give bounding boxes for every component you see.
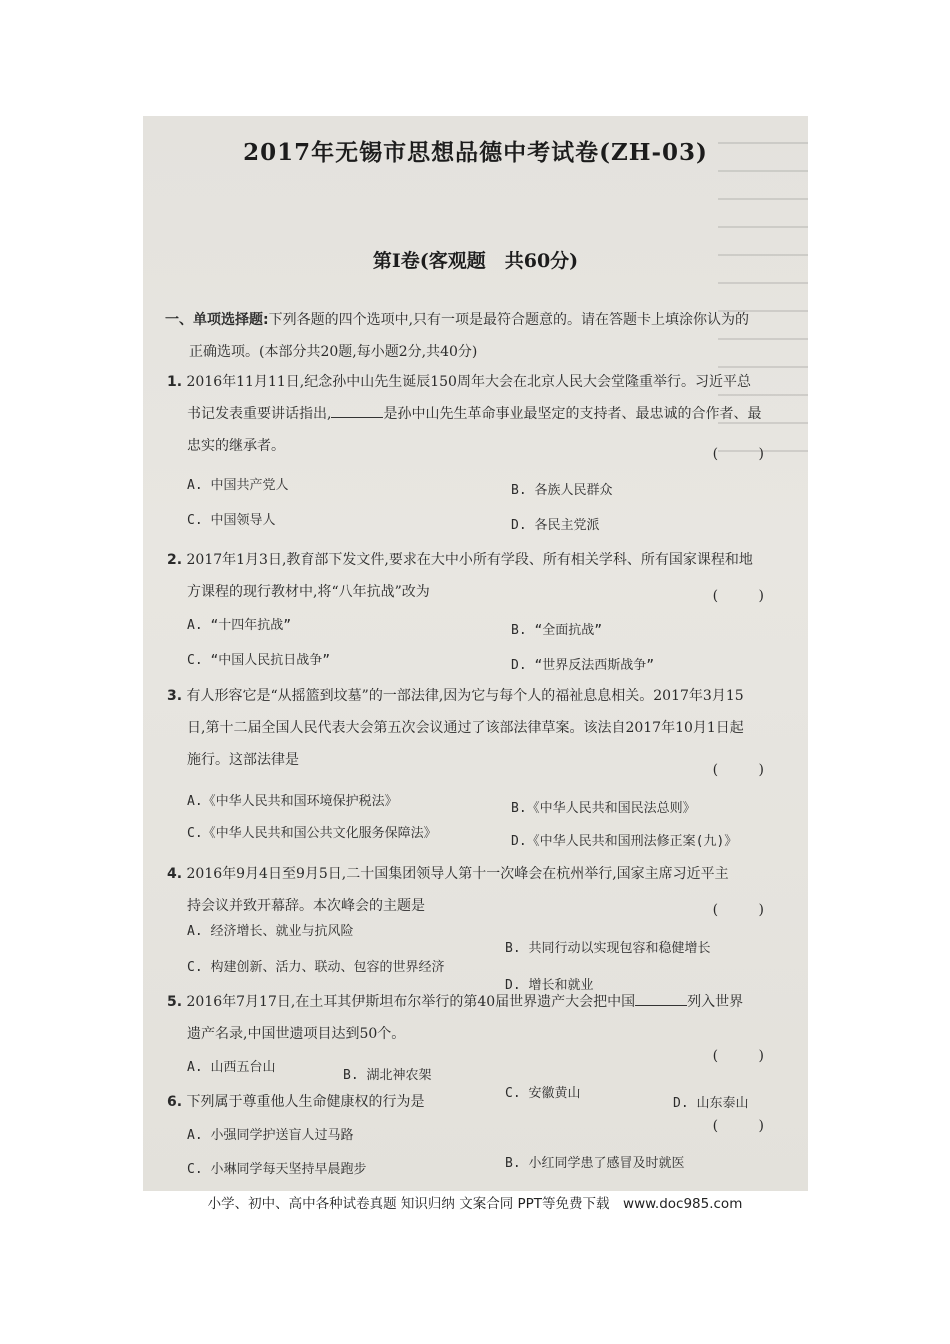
question-6 [167, 1086, 792, 1118]
exam-title: 2017年无锡市思想品德中考试卷(ZH-03) [243, 139, 708, 166]
answer-paren: ( ) [712, 1118, 782, 1134]
option-a: A. “十四年抗战” [187, 618, 292, 633]
question-number: 2. [167, 552, 183, 568]
question-number: 6. [167, 1094, 183, 1110]
option-b: B. 小红同学患了感冒及时就医 [505, 1156, 685, 1171]
section-heading: 一、单项选择题: [165, 312, 269, 328]
section-instructions [165, 304, 794, 368]
section-text: 下列各题的四个选项中,只有一项是最符合题意的。请在答题卡上填涂你认为的 [268, 312, 750, 328]
question-number: 4. [167, 866, 183, 882]
option-a: A. 中国共产党人 [187, 478, 289, 493]
section-text-2: 正确选项。(本部分共20题,每小题2分,共40分) [189, 344, 478, 360]
question-text: 持会议并致开幕辞。本次峰会的主题是 [187, 898, 425, 914]
option-d: D.《中华人民共和国刑法修正案(九)》 [511, 834, 738, 849]
question-text: 方课程的现行教材中,将“八年抗战”改为 [187, 584, 430, 600]
answer-paren: ( ) [712, 762, 782, 778]
option-a: A. 小强同学护送盲人过马路 [187, 1128, 354, 1143]
question-text: 是孙中山先生革命事业最坚定的支持者、最忠诚的合作者、最 [383, 406, 762, 422]
option-d: D. 增长和就业 [505, 978, 594, 993]
option-b: B.《中华人民共和国民法总则》 [511, 801, 696, 816]
option-c: C. 构建创新、活力、联动、包容的世界经济 [187, 960, 445, 975]
option-d: D. 各民主党派 [511, 518, 600, 533]
option-c: C. 安徽黄山 [505, 1086, 581, 1101]
option-d: D. “世界反法西斯战争” [511, 658, 655, 673]
question-4 [167, 858, 792, 922]
question-text: 列入世界 [687, 994, 744, 1010]
question-text: 遗产名录,中国世遗项目达到50个。 [187, 1026, 406, 1042]
answer-blank [331, 403, 383, 418]
part-subtitle: 第Ⅰ卷(客观题 共60分) [372, 250, 579, 272]
option-c: C. “中国人民抗日战争” [187, 653, 331, 668]
answer-paren: ( ) [712, 1048, 782, 1064]
question-2 [167, 544, 792, 608]
question-text: 2016年7月17日,在土耳其伊斯坦布尔举行的第40届世界遗产大会把中国 [186, 994, 636, 1010]
question-1 [167, 366, 792, 462]
question-3 [167, 680, 792, 776]
option-a: A. 山西五台山 [187, 1060, 276, 1075]
question-text: 施行。这部法律是 [187, 752, 299, 768]
option-b: B. 共同行动以实现包容和稳健增长 [505, 941, 711, 956]
option-b: B. “全面抗战” [511, 623, 603, 638]
answer-blank [635, 991, 687, 1006]
question-text: 书记发表重要讲话指出, [187, 406, 332, 422]
question-text: 下列属于尊重他人生命健康权的行为是 [186, 1094, 425, 1110]
question-text: 2016年11月11日,纪念孙中山先生诞辰150周年大会在北京人民大会堂隆重举行。习近平总 [186, 374, 751, 390]
option-c: C. 中国领导人 [187, 513, 276, 528]
question-text: 日,第十二届全国人民代表大会第五次会议通过了该部法律草案。该法自2017年10月1日起 [187, 720, 744, 736]
answer-paren: ( ) [712, 446, 782, 462]
question-number: 5. [167, 994, 183, 1010]
question-text: 2016年9月4日至9月5日,二十国集团领导人第十一次峰会在杭州举行,国家主席习近平主 [186, 866, 729, 882]
question-number: 3. [167, 688, 183, 704]
question-number: 1. [167, 374, 183, 390]
option-a: A.《中华人民共和国环境保护税法》 [187, 794, 398, 809]
option-d: D. 山东泰山 [673, 1096, 749, 1111]
download-footer: 小学、初中、高中各种试卷真题 知识归纳 文案合同 PPT等免费下载 www.doc985.com [207, 1196, 743, 1212]
option-c: C. 小琳同学每天坚持早晨跑步 [187, 1162, 367, 1177]
option-c: C.《中华人民共和国公共文化服务保障法》 [187, 826, 437, 841]
option-b: B. 各族人民群众 [511, 483, 613, 498]
question-text: 有人形容它是“从摇篮到坟墓”的一部法律,因为它与每个人的福祉息息相关。2017年3月15 [186, 688, 744, 704]
question-text: 忠实的继承者。 [187, 438, 285, 454]
answer-paren: ( ) [712, 588, 782, 604]
answer-paren: ( ) [712, 902, 782, 918]
question-5 [167, 986, 792, 1050]
question-text: 2017年1月3日,教育部下发文件,要求在大中小所有学段、所有相关学科、所有国家课程和地 [186, 552, 753, 568]
exam-photo [143, 116, 808, 1191]
option-b: B. 湖北神农架 [343, 1068, 432, 1083]
option-a: A. 经济增长、就业与抗风险 [187, 924, 354, 939]
